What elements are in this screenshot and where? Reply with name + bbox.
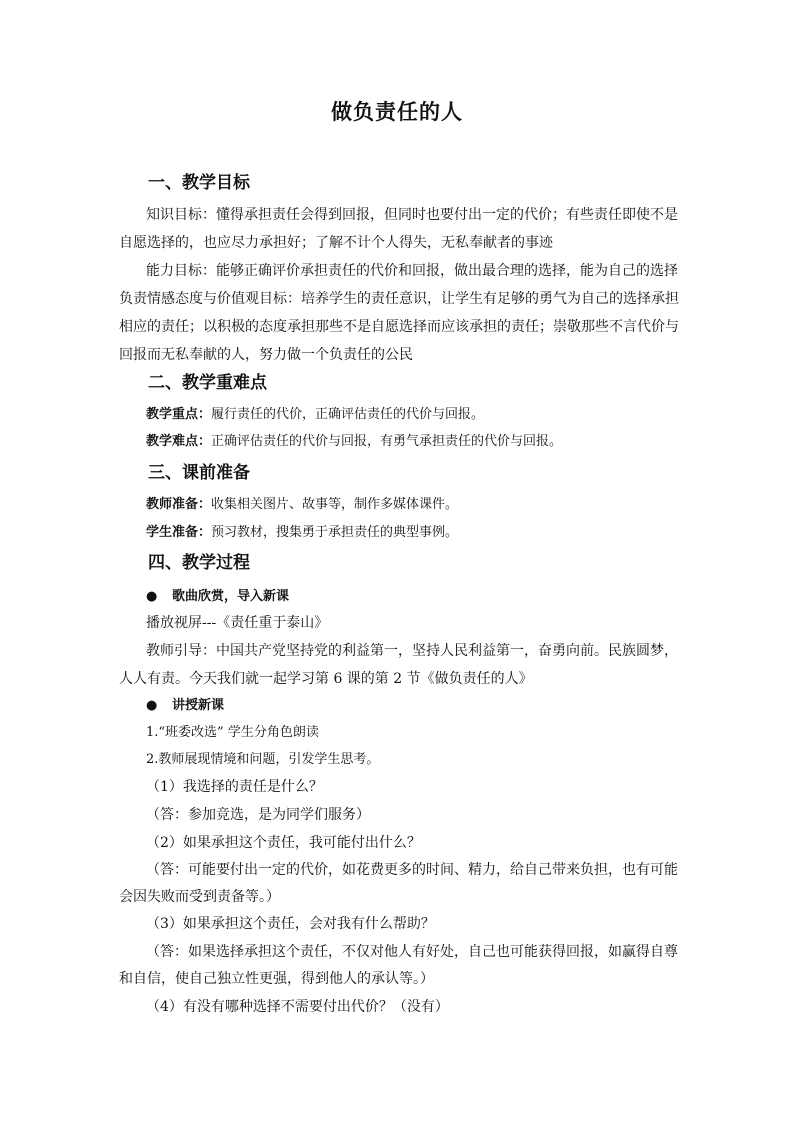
section-heading-objectives: 一、教学目标	[148, 173, 250, 193]
page-title: 做负责任的人	[331, 100, 463, 124]
paragraph-line: 2.教师展现情境和问题，引发学生思考。	[146, 752, 380, 767]
bullet-text: 讲授新课	[172, 698, 225, 713]
paragraph-line: 相应的责任；以积极的态度承担那些不是自愿选择而应该承担的责任；崇敬那些不言代价与	[119, 319, 679, 335]
student-prep-label: 学生准备：	[146, 525, 212, 540]
bullet-icon: ●	[146, 589, 158, 604]
paragraph-line: 播放视屏---《责任重于泰山》	[146, 615, 329, 631]
answer-line: 会因失败而受到责备等。）	[119, 889, 280, 905]
paragraph-line: 能力目标：能够正确评价承担责任的代价和回报，做出最合理的选择，能为自己的选择	[146, 263, 678, 279]
key-point-text: 履行责任的代价，正确评估责任的代价与回报。	[211, 407, 485, 422]
difficulty-text: 正确评估责任的代价与回报，有勇气承担责任的代价与回报。	[211, 434, 563, 449]
bullet-icon: ●	[146, 698, 158, 713]
paragraph-line: 1.“班委改选” 学生分角色朗读	[146, 725, 319, 740]
paragraph-line: 人人有责。今天我们就一起学习第 6 课的第 2 节《做负责任的人》	[119, 671, 533, 687]
paragraph-line: 回报而无私奉献的人，努力做一个负责任的公民	[119, 347, 413, 363]
bullet-song-intro	[146, 587, 289, 607]
teacher-prep-text: 收集相关图片、故事等，制作多媒体课件。	[211, 497, 459, 512]
section-heading-process: 四、教学过程	[148, 553, 250, 573]
section-heading-key-points: 二、教学重难点	[148, 373, 267, 393]
paragraph-line: 知识目标：懂得承担责任会得到回报，但同时也要付出一定的代价；有些责任即使不是	[146, 207, 678, 223]
paragraph-line: 自愿选择的，也应尽力承担好；了解不计个人得失，无私奉献者的事迹	[119, 235, 553, 251]
bullet-new-lesson	[146, 696, 224, 716]
answer-line: 和自信，使自己独立性更强，得到他人的承认等。）	[119, 971, 434, 987]
student-prep-text: 预习教材，搜集勇于承担责任的典型事例。	[211, 525, 459, 540]
bullet-text: 歌曲欣赏，导入新课	[172, 589, 290, 604]
answer-line: （答：参加竞选，是为同学们服务）	[146, 807, 370, 823]
key-point-line	[146, 405, 716, 425]
paragraph-line: 负责情感态度与价值观目标：培养学生的责任意识，让学生有足够的勇气为自己的选择承担	[119, 291, 679, 307]
teacher-prep-label: 教师准备：	[146, 497, 212, 512]
difficulty-line	[146, 432, 716, 452]
answer-line: （答：如果选择承担这个责任，不仅对他人有好处，自己也可能获得回报，如赢得自尊	[146, 944, 678, 960]
question-line: （3）如果承担这个责任，会对我有什么帮助？	[146, 916, 435, 932]
question-line: （1）我选择的责任是什么？	[146, 779, 323, 795]
section-heading-preparation: 三、课前准备	[148, 463, 250, 483]
paragraph-line: 教师引导：中国共产党坚持党的利益第一，坚持人民利益第一，奋勇向前。民族圆梦，	[146, 643, 678, 659]
difficulty-label: 教学难点：	[146, 434, 212, 449]
question-line: （2）如果承担这个责任，我可能付出什么？	[146, 835, 421, 851]
key-point-label: 教学重点：	[146, 407, 212, 422]
answer-line: （答：可能要付出一定的代价，如花费更多的时间、精力，给自己带来负担，也有可能	[146, 862, 678, 878]
student-prep-line	[146, 523, 716, 543]
question-line: （4）有没有哪种选择不需要付出代价？（没有）	[146, 999, 449, 1015]
teacher-prep-line	[146, 495, 716, 515]
